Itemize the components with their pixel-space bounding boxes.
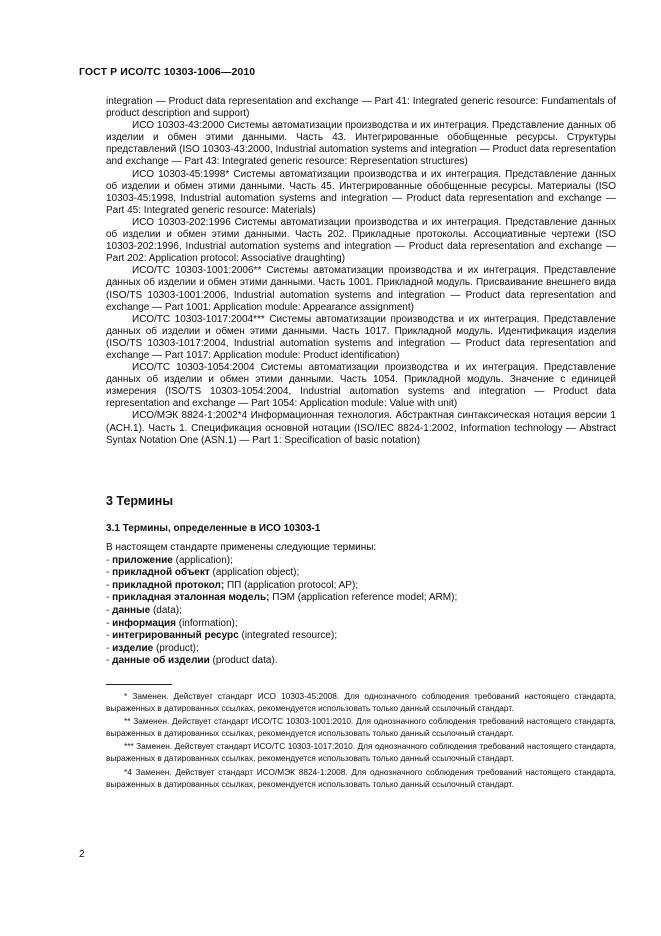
term-translation: (application); — [172, 554, 233, 566]
term-item: - информация (information); — [106, 617, 238, 629]
term-name: прикладная эталонная модель; — [112, 592, 270, 604]
section-title: 3 Термины — [106, 494, 174, 508]
term-name: изделие — [112, 642, 154, 654]
page-number: 2 — [79, 849, 85, 860]
term-name: данные — [112, 604, 151, 616]
term-translation: (data); — [150, 604, 182, 616]
term-name: данные об изделии — [112, 655, 210, 667]
footnote: * Заменен. Действует стандарт ИСО 10303-45:2008. Для однозначного соблюдения требований настоящего стандарта, выраженных в датированных ссылках, рекомендуется использовать только данный ссылочный стандарт. — [106, 691, 616, 714]
reference-paragraph: ИСО 10303-43:2000 Системы автоматизации производства и их интеграция. Представление данных об изделии и обмен этими данными. Часть 43. Интегрированные обобщенные ресурсы. Структуры представлений (ISO 10303-43:2000, Industrial automation systems and integration — Product data representation and exchange — Part 43: Integrated generic resource: Representation structures) — [106, 120, 616, 168]
term-name: информация — [112, 617, 176, 629]
term-name: приложение — [112, 554, 173, 566]
reference-paragraph: ИСО/МЭК 8824-1:2002*4 Информационная технология. Абстрактная синтаксическая нотация версии 1 (АСН.1). Часть 1. Спецификация основной нотации (ISO/IEC 8824-1:2002, Information technology — Abstract Syntax Notation One (ASN.1) — Part 1: Specification of basic notation) — [106, 410, 616, 446]
term-name: прикладной объект — [112, 567, 210, 579]
term-item: - прикладной объект (application object); — [106, 567, 300, 579]
reference-paragraph: integration — Product data representation and exchange — Part 41: Integrated generic resource: Fundamentals of product description and support) — [106, 96, 616, 120]
term-translation: (product data). — [209, 655, 278, 667]
term-translation: (application object); — [209, 567, 300, 579]
footnote: ** Заменен. Действует стандарт ИСО/ТС 10303-1001:2010. Для однозначного соблюдения требований настоящего стандарта, выраженных в датированных ссылках, рекомендуется использовать только данный ссылочный стандарт. — [106, 716, 616, 739]
term-item: - интегрированный ресурс (integrated resource); — [106, 630, 338, 642]
term-item: - данные об изделии (product data). — [106, 655, 278, 667]
term-name: прикладной протокол; — [112, 579, 225, 591]
normative-references — [106, 96, 616, 447]
term-translation: ПП (application protocol; AP); — [224, 579, 359, 591]
term-translation: (product); — [153, 642, 199, 654]
subsection-title: 3.1 Термины, определенные в ИСО 10303-1 — [106, 523, 321, 534]
page-header: ГОСТ Р ИСО/ТС 10303-1006—2010 — [79, 66, 256, 78]
term-name: интегрированный ресурс — [112, 630, 239, 642]
term-item: - прикладной протокол; ПП (application protocol; AP); — [106, 579, 359, 591]
reference-paragraph: ИСО 10303-45:1998* Системы автоматизации производства и их интеграция. Представление данных об изделии и обмен этими данными. Часть 45. Интегрированные обобщенные ресурсы. Материалы (ISO 10303-45:1998, Industrial automation systems and integration — Product data representation and exchange — Part 45: Integrated generic resource: Materials) — [106, 168, 616, 216]
term-translation: ПЭМ (application reference model; ARM); — [269, 592, 458, 604]
term-item: - изделие (product); — [106, 642, 199, 654]
term-item: - данные (data); — [106, 604, 182, 616]
terms-intro: В настоящем стандарте применены следующие термины: — [106, 542, 377, 553]
reference-paragraph: ИСО/ТС 10303-1001:2006** Системы автоматизации производства и их интеграция. Представление данных об изделии и обмен этими данными. Часть 1001. Прикладной модуль. Присваивание внешнего вида (ISO/TS 10303-1001:2006, Industrial automation systems and integration — Product data representation and exchange — Part 1001: Application module: Appearance assignment) — [106, 265, 616, 313]
footnotes — [106, 690, 616, 791]
term-translation: (integrated resource); — [238, 630, 338, 642]
terms-list — [106, 542, 616, 668]
reference-paragraph: ИСО/ТС 10303-1017:2004*** Системы автоматизации производства и их интеграция. Представление данных об изделии и обмен этими данными. Часть 1017. Прикладной модуль. Идентификация изделия (ISO/TS 10303-1017:2004, Industrial automation systems and integration — Product data representation and exchange — Part 1017: Application module: Product identification) — [106, 313, 616, 361]
footnote: *** Заменен. Действует стандарт ИСО/ТС 10303-1017:2010. Для однозначного соблюдения требований настоящего стандарта, выраженных в датированных ссылках, рекомендуется использовать только данный ссылочный стандарт. — [106, 741, 616, 764]
term-translation: (information); — [175, 617, 238, 629]
term-item: - приложение (application); — [106, 554, 233, 566]
reference-paragraph: ИСО 10303-202:1996 Системы автоматизации производства и их интеграция. Представление данных об изделии и обмен этими данными. Часть 202. Прикладные протоколы. Ассоциативные чертежи (ISO 10303-202:1996, Industrial automation systems and integration — Product data representation and exchange — Part 202: Application protocol: Associative draughting) — [106, 216, 616, 265]
reference-paragraph: ИСО/ТС 10303-1054:2004 Системы автоматизации производства и их интеграция. Представление данных об изделии и обмен этими данными. Часть 1054. Прикладной модуль. Значение с единицей измерения (ISO/TS 10303-1054:2004, Industrial automation systems and integration — Product data representation and exchange — Part 1054: Application module: Value with unit) — [106, 362, 616, 410]
footnote: *4 Заменен. Действует стандарт ИСО/МЭК 8824-1:2008. Для однозначного соблюдения требований настоящего стандарта, выраженных в датированных ссылках, рекомендуется использовать только данный ссылочный стандарт. — [106, 766, 616, 789]
footnote-divider — [106, 684, 172, 685]
term-item: - прикладная эталонная модель; ПЭМ (application reference model; ARM); — [106, 592, 458, 604]
